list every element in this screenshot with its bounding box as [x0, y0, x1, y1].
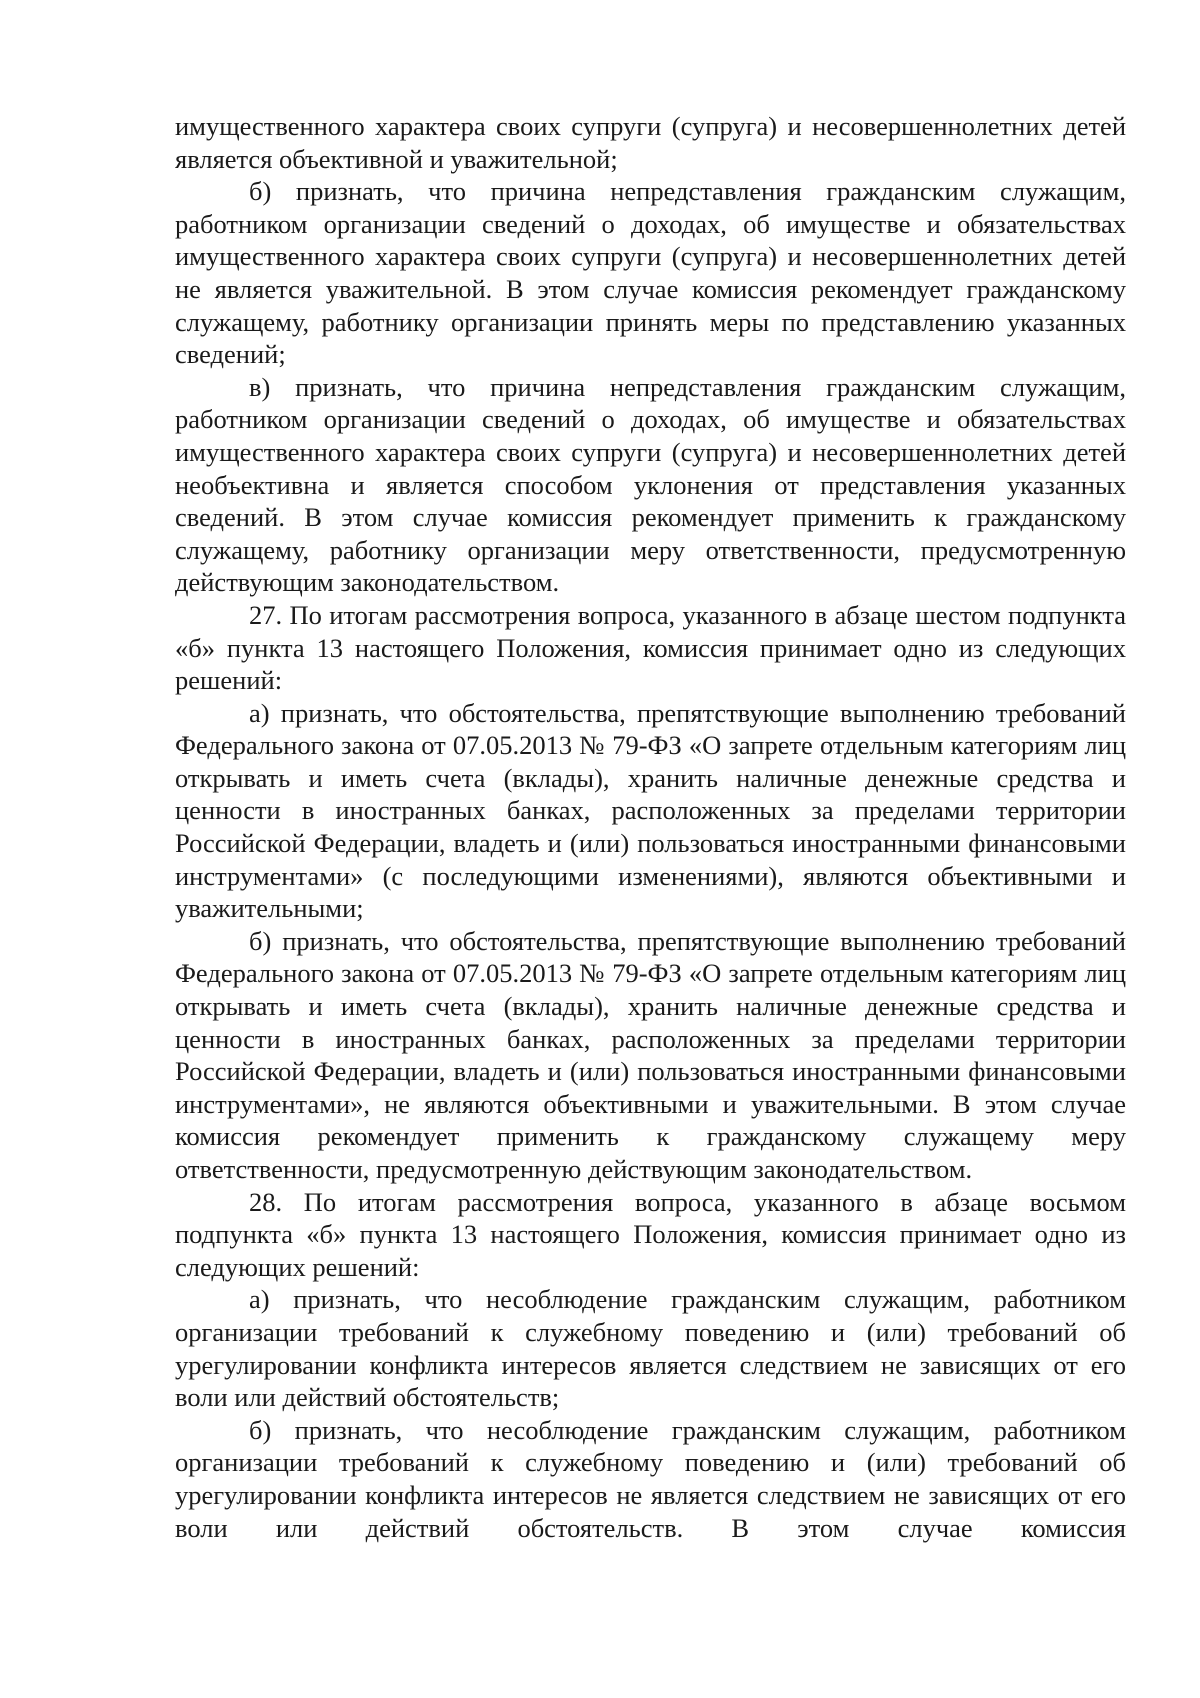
document-body [175, 110, 1126, 1544]
paragraph-26c: в) признать, что причина непредставления гражданским служащим, работником организации сведений о доходах, об имуществе и обязательствах имущественного характера своих супруги (супруга) и несовершеннолетних детей необъективна и является способом уклонения от представления указанных сведений. В этом случае комиссия рекомендует применить к гражданскому служащему, работнику организации меру ответственности, предусмотренную действующим законодательством. [175, 371, 1126, 598]
paragraph-27b: б) признать, что обстоятельства, препятствующие выполнению требований Федерального закона от 07.05.2013 № 79-ФЗ «О запрете отдельным категориям лиц открывать и иметь счета (вклады), хранить наличные денежные средства и ценности в иностранных банках, расположенных за пределами территории Российской Федерации, владеть и (или) пользоваться иностранными финансовыми инструментами», не являются объективными и уважительными. В этом случае комиссия рекомендует применить к гражданскому служащему меру ответственности, предусмотренную действующим законодательством. [175, 925, 1126, 1184]
paragraph-28a: а) признать, что несоблюдение гражданским служащим, работником организации требований к служебному поведению и (или) требований об урегулировании конфликта интересов является следствием не зависящих от его воли или действий обстоятельств; [175, 1284, 1126, 1413]
paragraph-26b: б) признать, что причина непредставления гражданским служащим, работником организации сведений о доходах, об имуществе и обязательствах имущественного характера своих супруги (супруга) и несовершеннолетних детей не является уважительной. В этом случае комиссия рекомендует гражданскому служащему, работнику организации принять меры по представлению указанных сведений; [175, 176, 1126, 370]
paragraph-27a: а) признать, что обстоятельства, препятствующие выполнению требований Федерального закона от 07.05.2013 № 79-ФЗ «О запрете отдельным категориям лиц открывать и иметь счета (вклады), хранить наличные денежные средства и ценности в иностранных банках, расположенных за пределами территории Российской Федерации, владеть и (или) пользоваться иностранными финансовыми инструментами» (с последующими изменениями), являются объективными и уважительными; [175, 697, 1126, 924]
paragraph-27: 27. По итогам рассмотрения вопроса, указанного в абзаце шестом подпункта «б» пункта 13 настоящего Положения, комиссия принимает одно из следующих решений: [175, 599, 1126, 696]
paragraph-28: 28. По итогам рассмотрения вопроса, указанного в абзаце восьмом подпункта «б» пункта 13 настоящего Положения, комиссия принимает одно из следующих решений: [175, 1186, 1126, 1282]
paragraph-28b: б) признать, что несоблюдение гражданским служащим, работником организации требований к служебному поведению и (или) требований об урегулировании конфликта интересов не является следствием не зависящих от его воли или действий обстоятельств. В этом случае комиссия [175, 1414, 1126, 1543]
paragraph-continuation: имущественного характера своих супруги (супруга) и несовершеннолетних детей является объективной и уважительной; [175, 111, 1126, 174]
